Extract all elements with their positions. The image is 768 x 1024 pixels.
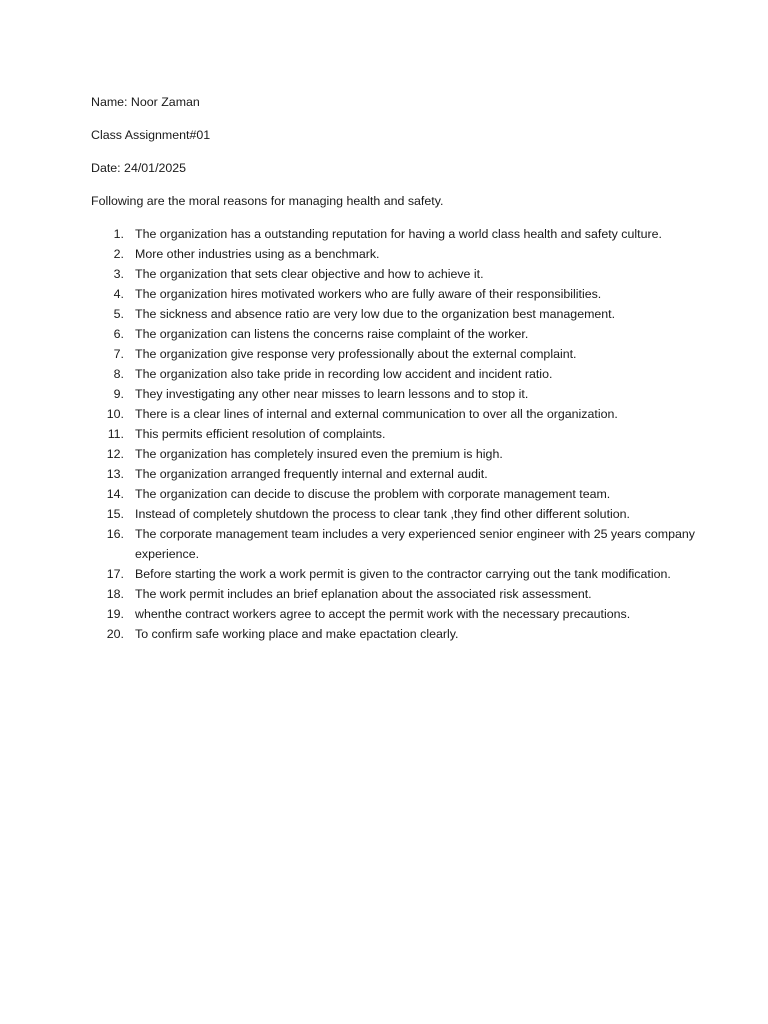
list-item-number: 16.	[106, 527, 124, 541]
list-item-text: The organization give response very professionally about the external complaint.	[135, 347, 577, 361]
list-item-number: 8.	[113, 367, 124, 381]
list-item-text: The organization can decide to discuse the problem with corporate management team.	[135, 487, 611, 501]
list-item-number: 20.	[106, 627, 124, 641]
list-item	[91, 324, 695, 344]
list-item	[91, 244, 695, 264]
list-item-text: whenthe contract workers agree to accept the permit work with the necessary precautions.	[135, 607, 631, 621]
list-item-number: 3.	[113, 267, 124, 281]
list-item	[91, 604, 695, 624]
list-item-text: The organization arranged frequently internal and external audit.	[135, 467, 488, 481]
list-item-number: 7.	[113, 347, 124, 361]
list-item-number: 15.	[106, 507, 124, 521]
list-item-text: They investigating any other near misses to learn lessons and to stop it.	[135, 387, 529, 401]
list-item-text: The organization hires motivated workers who are fully aware of their responsibilities.	[135, 287, 602, 301]
list-item-number: 14.	[106, 487, 124, 501]
list-item	[91, 224, 695, 244]
list-item-text: The organization has a outstanding reputation for having a world class health and safety culture.	[135, 227, 662, 241]
list-item	[91, 484, 695, 504]
list-item	[91, 444, 695, 464]
list-item	[91, 624, 695, 644]
list-item	[91, 384, 695, 404]
list-item	[91, 564, 695, 584]
list-item	[91, 404, 695, 424]
list-item	[91, 524, 695, 564]
document-body	[91, 92, 695, 644]
list-item-text: The corporate management team includes a very experienced senior engineer with 25 years company experience.	[135, 527, 695, 561]
list-item-number: 1.	[113, 227, 124, 241]
date-line: Date: 24/01/2025	[91, 161, 187, 175]
list-item-number: 11.	[107, 427, 124, 441]
list-item-text: More other industries using as a benchmark.	[135, 247, 380, 261]
list-item-number: 2.	[113, 247, 124, 261]
list-item-number: 19.	[106, 607, 124, 621]
reasons-list	[91, 224, 695, 644]
list-item	[91, 464, 695, 484]
list-item	[91, 304, 695, 324]
list-item-text: The organization that sets clear objective and how to achieve it.	[135, 267, 484, 281]
list-item-number: 13.	[106, 467, 124, 481]
list-item-text: The organization can listens the concerns raise complaint of the worker.	[135, 327, 529, 341]
list-item	[91, 504, 695, 524]
list-item-text: This permits efficient resolution of complaints.	[135, 427, 386, 441]
list-item-text: The organization also take pride in recording low accident and incident ratio.	[135, 367, 553, 381]
list-item-text: There is a clear lines of internal and external communication to over all the organization.	[135, 407, 618, 421]
name-line: Name: Noor Zaman	[91, 95, 200, 109]
list-item-number: 18.	[106, 587, 124, 601]
list-item-number: 10.	[106, 407, 124, 421]
list-item-number: 4.	[113, 287, 124, 301]
list-item-text: Before starting the work a work permit is given to the contractor carrying out the tank modification.	[135, 567, 671, 581]
list-item-number: 9.	[113, 387, 124, 401]
list-item-number: 6.	[113, 327, 124, 341]
list-item-text: The organization has completely insured even the premium is high.	[135, 447, 503, 461]
list-item-text: To confirm safe working place and make epactation clearly.	[135, 627, 459, 641]
list-item	[91, 424, 695, 444]
list-item	[91, 584, 695, 604]
list-item-text: Instead of completely shutdown the process to clear tank ,they find other different solution.	[135, 507, 630, 521]
assignment-line: Class Assignment#01	[91, 128, 211, 142]
list-item-number: 17.	[106, 567, 124, 581]
list-item	[91, 364, 695, 384]
list-item-number: 12.	[106, 447, 124, 461]
list-item-text: The work permit includes an brief eplanation about the associated risk assessment.	[135, 587, 592, 601]
list-item	[91, 344, 695, 364]
intro-paragraph: Following are the moral reasons for managing health and safety.	[91, 194, 444, 208]
list-item-number: 5.	[113, 307, 124, 321]
list-item	[91, 284, 695, 304]
list-item	[91, 264, 695, 284]
list-item-text: The sickness and absence ratio are very low due to the organization best management.	[135, 307, 616, 321]
